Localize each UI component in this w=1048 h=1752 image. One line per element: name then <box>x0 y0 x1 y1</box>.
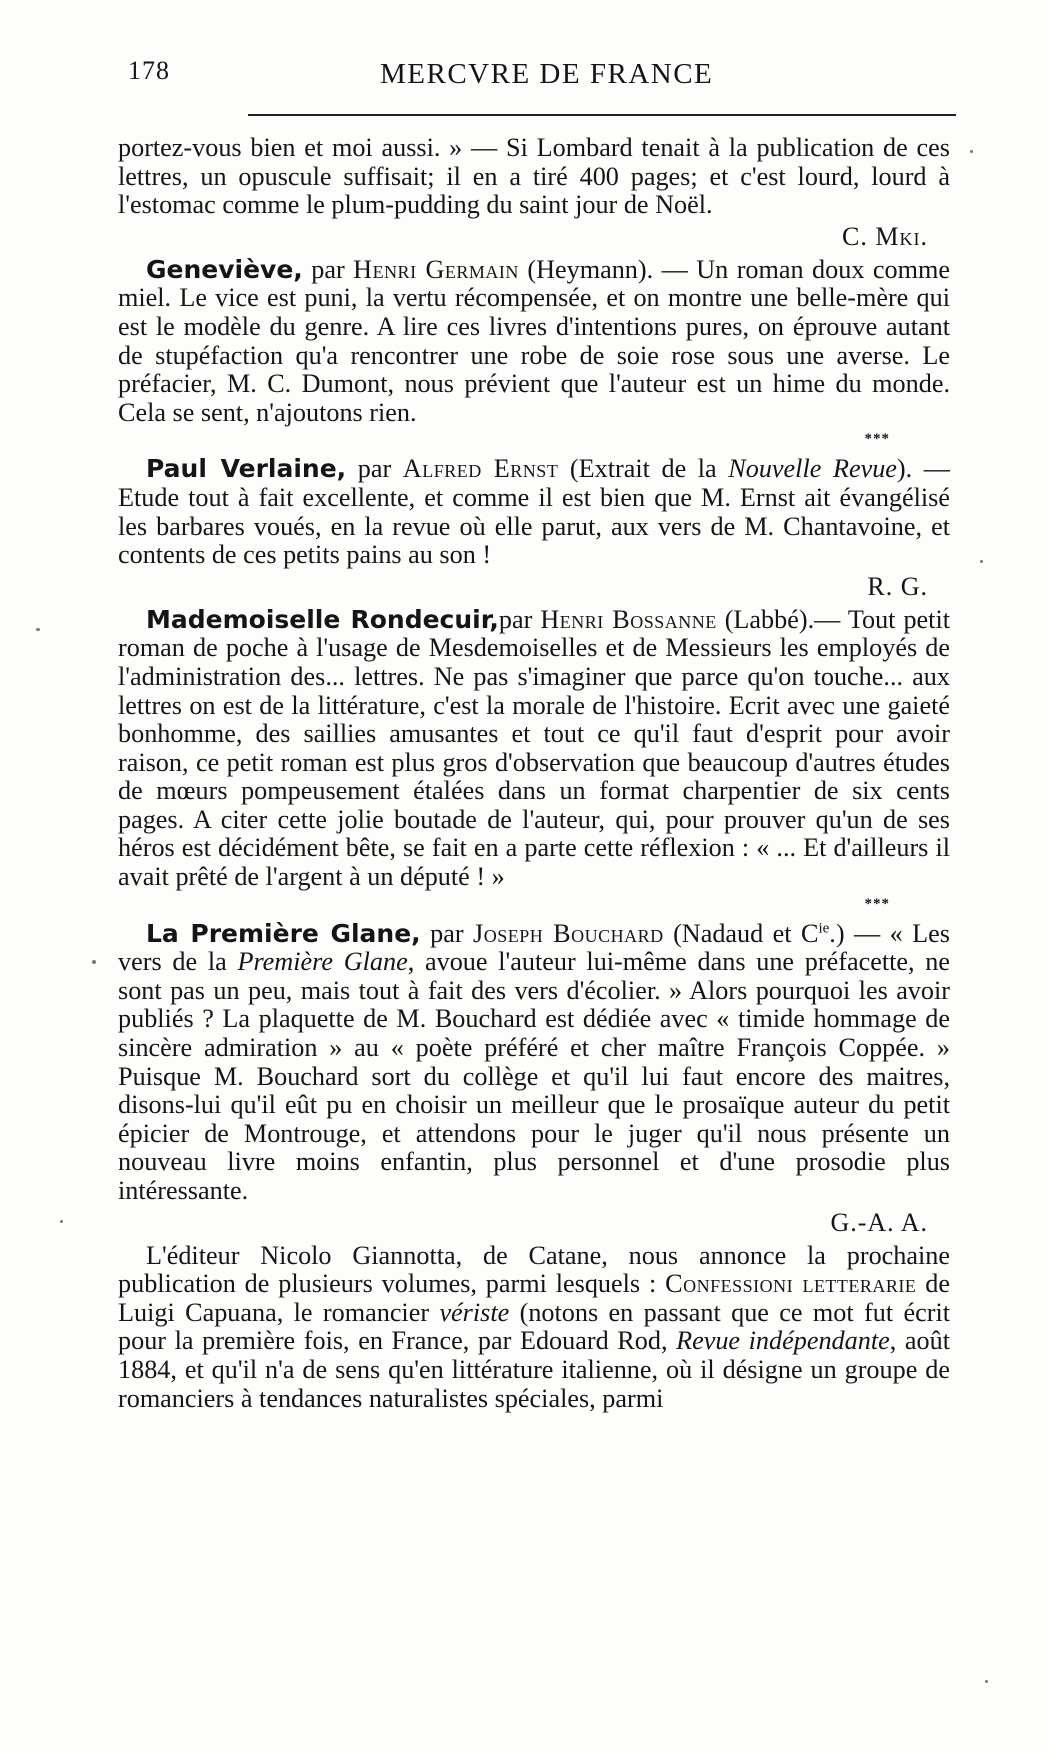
page-header <box>120 56 960 96</box>
signature-r-g: R. G. <box>867 571 928 601</box>
review-genevieve <box>118 256 950 428</box>
announcement-capuana <box>118 1242 950 1414</box>
publisher-text-end: .) <box>829 918 845 948</box>
announcement-text: , août 1884, et qu'il n'a de sens qu'en littérature italienne, où il désigne un groupe de romanciers à tendances naturalistes spéciales, parmi <box>118 1326 950 1413</box>
review-text: (Extrait de la <box>558 454 729 484</box>
publisher-superscript: ie <box>818 919 830 936</box>
section-stars: *** <box>864 895 890 912</box>
scan-speck <box>970 150 973 153</box>
author-alfred-ernst: Alfred Ernst <box>402 454 559 484</box>
running-title: MERCVRE DE FRANCE <box>380 58 714 90</box>
scan-speck <box>985 1680 988 1683</box>
book-title-genevieve: Geneviève, <box>146 254 303 284</box>
intro-paragraph: portez-vous bien et moi aussi. » — Si Lombard tenait à la publication de ces lettres, un opuscule suffisait; il en a tiré 400 pages; et c'est lourd, lourd à l'estomac comme le plum-pudding du saint jour de Noël. <box>118 133 950 220</box>
announcement-text: de Luigi Capuana, le romancier <box>118 1269 950 1327</box>
review-text: (Heymann). — Un roman doux comme miel. Le vice est puni, la vertu récompensée, et on montre une belle-mère qui est le modèle du genre. A lire ces livres d'intentions pures, on éprouve autant de stupéfaction qu'a rencontrer une robe de soie rose sous une averse. Le préfacier, M. C. Dumont, nous prévient que l'auteur est un hime du monde. Cela se sent, n'ajoutons rien. <box>118 254 950 427</box>
journal-revue-independante: Revue indépendante <box>676 1326 890 1356</box>
book-italic-premiere-glane: Première Glane <box>237 947 408 977</box>
section-stars: *** <box>864 431 890 448</box>
signature-c-mki: C. Mki. <box>842 221 928 251</box>
by-text: par <box>498 604 541 634</box>
scan-speck <box>60 1220 63 1223</box>
page-body <box>118 134 950 1413</box>
title-confessioni-letterarie: Confessioni letterarie <box>665 1269 917 1299</box>
page-number: 178 <box>128 56 170 85</box>
review-text: — « Les vers de la <box>118 918 950 977</box>
scan-speck <box>92 960 96 964</box>
scan-speck <box>980 560 983 563</box>
by-text: par <box>420 918 473 948</box>
by-text: par <box>346 454 403 484</box>
scan-speck <box>36 628 40 631</box>
journal-nouvelle-revue: Nouvelle Revue <box>728 454 897 484</box>
announcement-text: L'éditeur Nicolo Giannotta, de Catane, nous annonce la prochaine publication de plusieurs volumes, parmi lesquels : <box>118 1240 950 1299</box>
header-rule <box>248 114 956 116</box>
review-premiere-glane <box>118 920 950 1206</box>
book-title-verlaine: Paul Verlaine, <box>146 454 347 484</box>
review-text: ). — Etude tout à fait excellente, et comme il est bien que M. Ernst ait évangélisé les barbares voués, en la revue où elle parut, aux vers de M. Chantavoine, et contents de ces petits pains au son ! <box>118 454 950 570</box>
announcement-text: (notons en passant que ce mot fut écrit pour la première fois, en France, par Edouard Rod, <box>118 1297 950 1356</box>
author-henri-germain: Henri Germain <box>353 254 519 284</box>
author-joseph-bouchard: Joseph Bouchard <box>473 918 664 948</box>
by-text: par <box>302 254 354 284</box>
publisher-text: (Nadaud et C <box>663 918 819 948</box>
review-verlaine <box>118 455 950 569</box>
author-henri-bossanne: Henri Bossanne <box>540 604 717 634</box>
book-title-premiere-glane: La Première Glane, <box>146 918 421 948</box>
signature-g-a-a: G.-A. A. <box>830 1207 928 1237</box>
book-title-rondecuir: Mademoiselle Rondecuir, <box>146 604 499 634</box>
word-veriste: vériste <box>439 1297 510 1327</box>
review-text: (Labbé).— Tout petit roman de poche à l'usage de Mesdemoiselles et de Messieurs les employés de l'administration des... lettres. Ne pas s'imaginer que parce qu'on touche... aux lettres on est de la littérature, c'est la morale de l'histoire. Ecrit avec une gaieté bonhomme, des saillies amusantes et tout ce qu'il faut d'esprit pour avoir raison, ce petit roman est plus gros d'observation que beaucoup d'autres études de mœurs pompeusement étalées dans un format charpentier de six cents pages. A citer cette jolie boutade de l'auteur, qui, pour prouver qu'un de ses héros est décidément bête, se fait en a parte cette réflexion : « ... Et d'ailleurs il avait prêté de l'argent à un député ! » <box>118 604 950 892</box>
review-text: , avoue l'auteur lui-même dans une préfacette, ne sont pas un peu, mais tout à fait des vers d'écolier. » Alors pourquoi les avoir publiés ? La plaquette de M. Bouchard est dédiée avec « timide hommage de sincère admiration » au « poète préféré et cher maître François Coppée. » Puisque M. Bouchard sort du collège et qu'il lui faut encore des maitres, disons-lui qu'il eût pu en choisir un meilleur que le prosaïque auteur du petit épicier de Montrouge, et attendons pour le juger qu'il nous présente un nouveau livre moins enfantin, plus personnel et d'une prosodie plus intéressante. <box>118 947 950 1205</box>
review-rondecuir <box>118 606 950 892</box>
